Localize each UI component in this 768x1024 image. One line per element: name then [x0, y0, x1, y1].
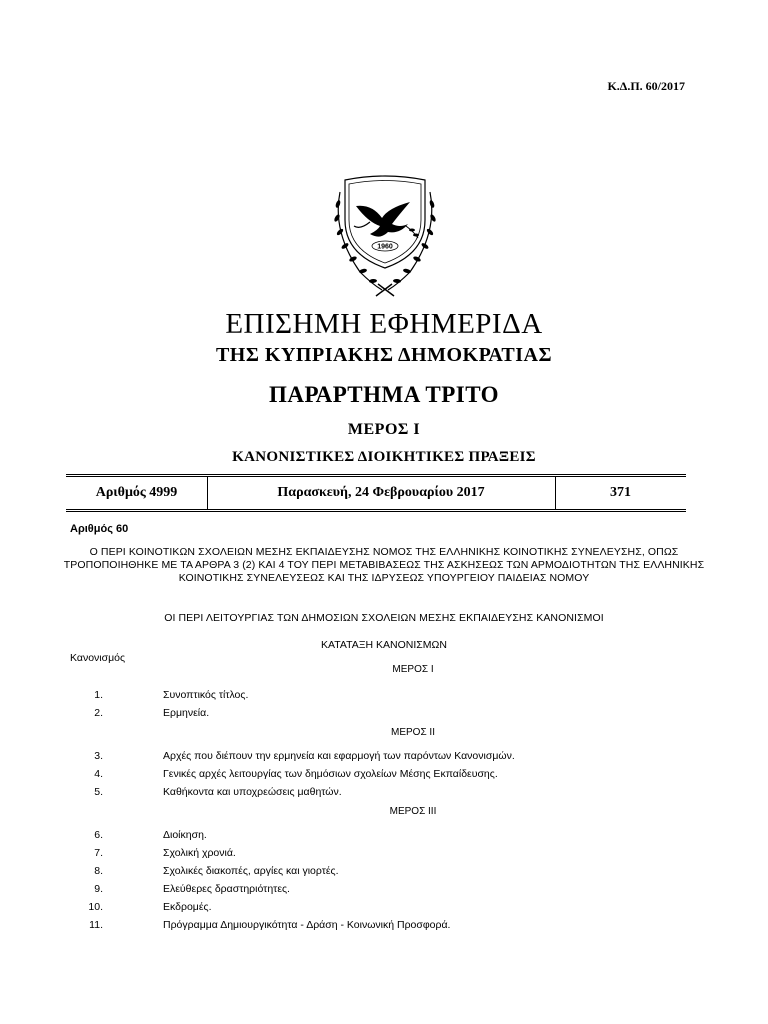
section-title: ΚΑΝΟΝΙΣΤΙΚΕΣ ΔΙΟΙΚΗΤΙΚΕΣ ΠΡΑΞΕΙΣ: [232, 449, 536, 465]
annex-title: ΠΑΡΑΡΤΗΜΑ ΤΡΙΤΟ: [268, 382, 500, 407]
item-text: Διοίκηση.: [163, 829, 207, 841]
item-number: 11.: [89, 919, 103, 931]
item-text: Γενικές αρχές λειτουργίας των δημόσιων σχολείων Μέσης Εκπαίδευσης.: [163, 768, 498, 780]
item-number: 6.: [94, 829, 103, 841]
item-number: 2.: [94, 707, 103, 719]
part-heading: ΜΕΡΟΣ Ι: [392, 664, 434, 675]
item-number: 1.: [94, 689, 103, 701]
part-heading: ΜΕΡΟΣ ΙΙ: [391, 727, 435, 738]
regulations-heading: ΟΙ ΠΕΡΙ ΛΕΙΤΟΥΡΓΙΑΣ ΤΩΝ ΔΗΜΟΣΙΩΝ ΣΧΟΛΕΙΩΝ ΜΕΣΗΣ ΕΚΠΑΙΔΕΥΣΗΣ ΚΑΝΟΝΙΣΜΟΙ: [164, 612, 604, 624]
part-title: ΜΕΡΟΣ Ι: [347, 421, 421, 438]
item-number: 7.: [94, 847, 103, 859]
issue-info-bar: [66, 474, 686, 512]
item-text: Πρόγραμμα Δημιουργικότητα - Δράση - Κοινωνική Προσφορά.: [163, 919, 451, 931]
item-number: 3.: [94, 750, 103, 762]
regulation-number: Αριθμός 60: [70, 523, 129, 535]
coat-of-arms-emblem: [330, 172, 440, 300]
item-text: Ελεύθερες δραστηριότητες.: [163, 883, 290, 895]
item-text: Σχολική χρονιά.: [163, 847, 236, 859]
law-title: Ο ΠΕΡΙ ΚΟΙΝΟΤΙΚΩΝ ΣΧΟΛΕΙΩΝ ΜΕΣΗΣ ΕΚΠΑΙΔΕΥΣΗΣ ΝΟΜΟΣ ΤΗΣ ΕΛΛΗΝΙΚΗΣ ΚΟΙΝΟΤΙΚΗΣ ΣΥΝΕΛΕΥΣΗΣ, ΟΠΩΣ ΤΡΟΠΟΠΟΙΗΘΗΚΕ ΜΕ ΤΑ ΑΡΘΡΑ 3 (2) ΚΑΙ 4 ΤΟΥ ΠΕΡΙ ΜΕΤΑΒΙΒΑΣΕΩΣ ΤΗΣ ΑΣΚΗΣΕΩΣ ΤΩΝ ΑΡΜΟΔΙΟΤΗΤΩΝ ΤΗΣ ΕΛΛΗΝΙΚΗΣ ΚΟΙΝΟΤΙΚΗΣ ΣΥΝΕΛΕΥΣΕΩΣ ΚΑΙ ΤΗΣ ΙΔΡΥΣΕΩΣ ΥΠΟΥΡΓΕΙΟΥ ΠΑΙΔΕΙΑΣ ΝΟΜΟΥ: [63, 546, 705, 584]
item-number: 4.: [94, 768, 103, 780]
issue-date: Παρασκευή, 24 Φεβρουαρίου 2017: [207, 477, 556, 509]
issue-number: Αριθμός 4999: [66, 477, 208, 509]
item-number: 5.: [94, 786, 103, 798]
item-number: 8.: [94, 865, 103, 877]
item-text: Αρχές που διέπουν την ερμηνεία και εφαρμογή των παρόντων Κανονισμών.: [163, 750, 515, 762]
item-text: Συνοπτικός τίτλος.: [163, 689, 249, 701]
page-number: 371: [610, 485, 631, 500]
item-text: Καθήκοντα και υποχρεώσεις μαθητών.: [163, 786, 342, 798]
emblem-year: 1960: [377, 243, 393, 251]
document-reference: Κ.Δ.Π. 60/2017: [607, 79, 685, 93]
regulation-column-label: Κανονισμός: [70, 652, 126, 664]
gazette-subtitle: ΤΗΣ ΚΥΠΡΙΑΚΗΣ ΔΗΜΟΚΡΑΤΙΑΣ: [215, 344, 553, 366]
item-text: Ερμηνεία.: [163, 707, 210, 719]
item-number: 10.: [88, 901, 103, 913]
item-number: 9.: [94, 883, 103, 895]
part-heading: ΜΕΡΟΣ ΙΙΙ: [389, 806, 437, 817]
item-text: Σχολικές διακοπές, αργίες και γιορτές.: [163, 865, 339, 877]
item-text: Εκδρομές.: [163, 901, 212, 913]
classification-heading: ΚΑΤΑΤΑΞΗ ΚΑΝΟΝΙΣΜΩΝ: [321, 639, 447, 651]
gazette-title: ΕΠΙΣΗΜΗ ΕΦΗΜΕΡΙΔΑ: [225, 308, 543, 340]
